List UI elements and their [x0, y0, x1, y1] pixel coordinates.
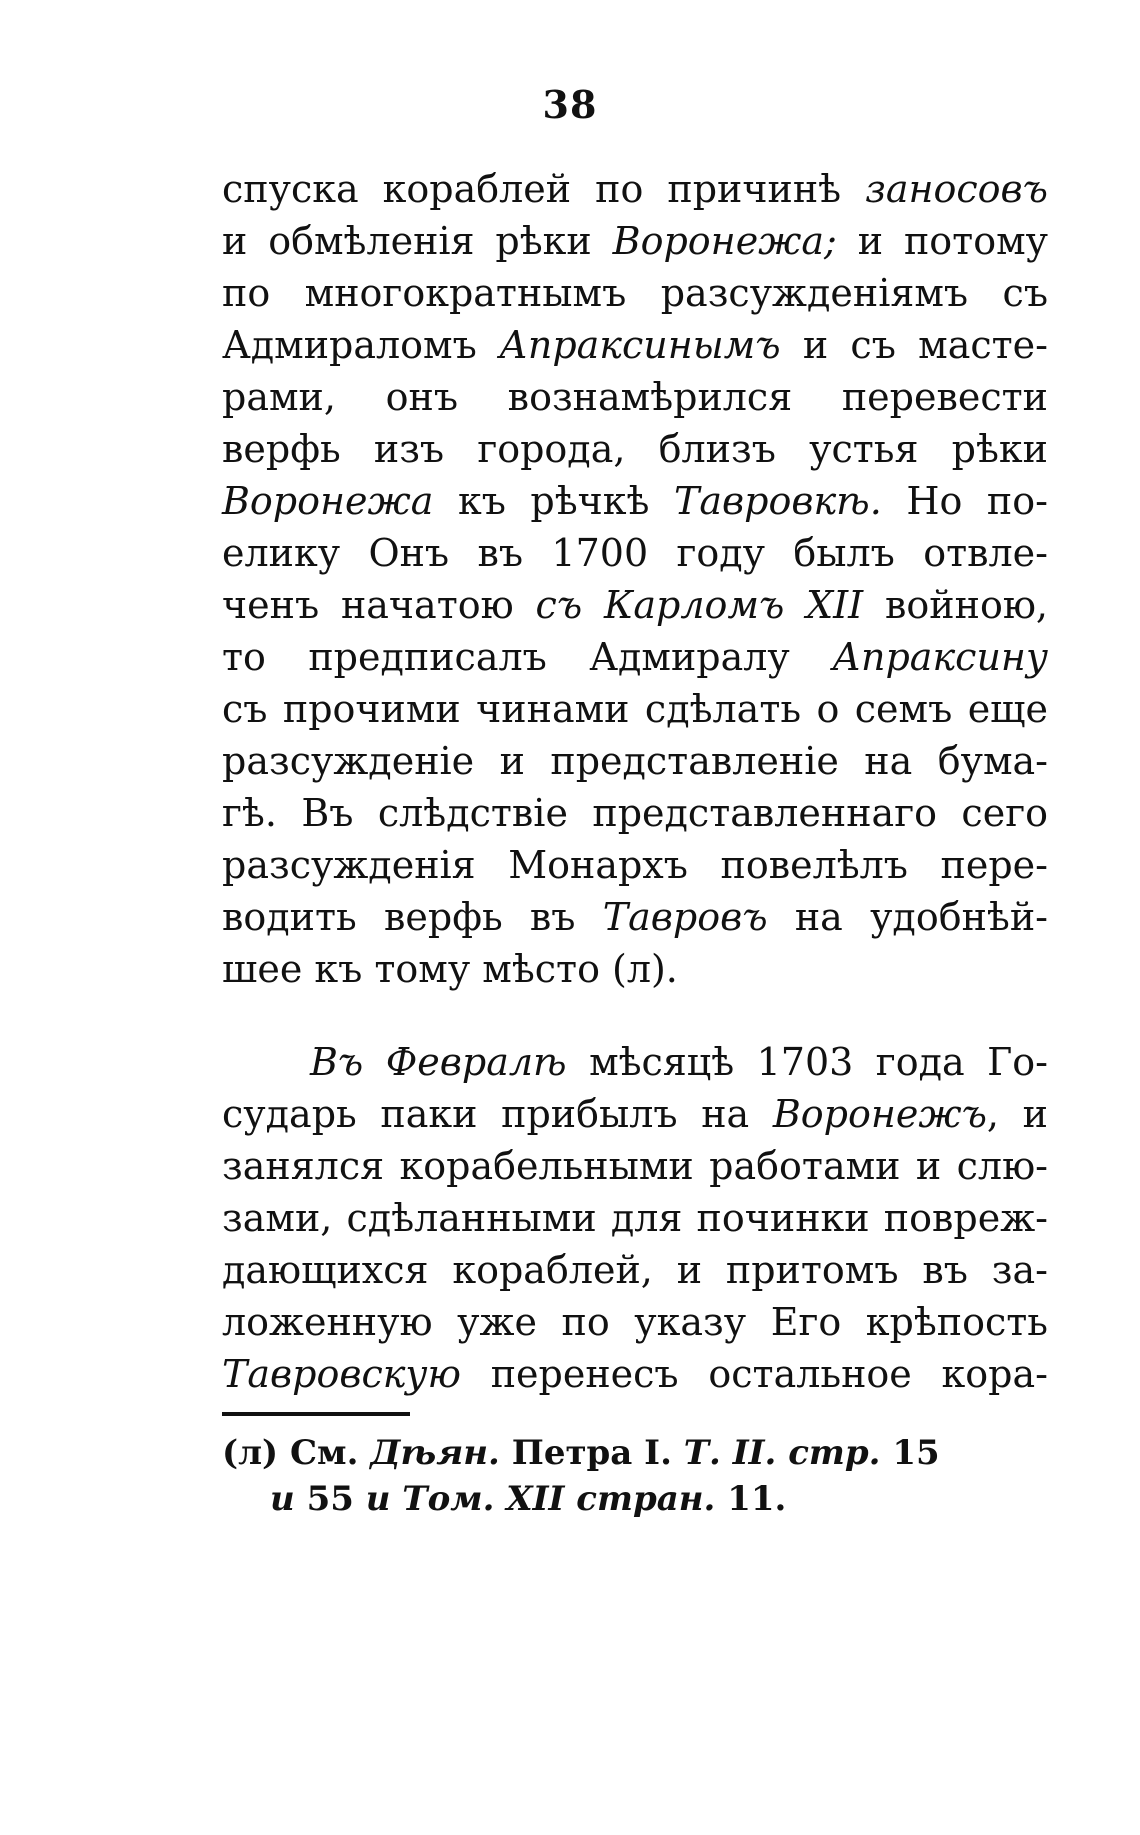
italic-text: Тавровъ [602, 895, 768, 939]
text-line [222, 163, 1048, 215]
footnote-text: 15 [880, 1433, 940, 1473]
footnote-line [222, 1430, 1048, 1476]
text-line [222, 423, 1048, 475]
text-line [222, 527, 1048, 579]
text: верфь изъ города, близъ устья рѣки [222, 427, 1048, 471]
text: елику Онъ въ 1700 году былъ отвле- [222, 531, 1048, 575]
text-line [222, 891, 1048, 943]
text: то предписалъ Адмиралу [222, 635, 833, 679]
text: , и [986, 1092, 1048, 1136]
text: по многократнымъ разсужденіямъ съ [222, 271, 1048, 315]
text: ченъ начатою [222, 583, 536, 627]
footnote-text: (л) См. [222, 1433, 371, 1473]
footnote-text: 11. [715, 1479, 787, 1519]
text: разсужденіе и представленіе на бума- [222, 739, 1048, 783]
text: къ рѣчкѣ [433, 479, 675, 523]
footnote-line [222, 1476, 1048, 1522]
text: съ прочими чинами сдѣлать о семъ еще [222, 687, 1048, 731]
text: и обмѣленія рѣки [222, 219, 613, 263]
text-line [222, 1036, 1048, 1088]
footnote-text: Петра I. [499, 1433, 684, 1473]
text: разсужденія Монархъ повелѣлъ пере- [222, 843, 1048, 887]
italic-text: Апраксину [832, 635, 1048, 679]
text-line [222, 475, 1048, 527]
footnote-italic-text: и [270, 1479, 295, 1519]
text: и съ масте- [780, 323, 1048, 367]
text: войною, [863, 583, 1048, 627]
text: перенесъ остальное кора- [460, 1352, 1048, 1396]
text: Но по- [881, 479, 1048, 523]
footnote-italic-text: Дѣян. [370, 1433, 500, 1473]
text-line [222, 215, 1048, 267]
text: водить верфь въ [222, 895, 603, 939]
italic-text: Апраксинымъ [499, 323, 781, 367]
page-number: 38 [542, 82, 598, 127]
text-line [222, 319, 1048, 371]
italic-text: Въ Февралѣ [310, 1040, 567, 1084]
text: мѣсяцѣ 1703 года Го- [566, 1040, 1049, 1084]
italic-text: заносовъ [865, 167, 1048, 211]
text-line [222, 1296, 1048, 1348]
text: зами, сдѣланными для починки повреж- [222, 1196, 1048, 1240]
text: занялся корабельными работами и слю- [222, 1144, 1048, 1188]
text-line [222, 631, 1048, 683]
text-line [222, 1140, 1048, 1192]
text: спуска кораблей по причинѣ [222, 167, 866, 211]
footnote-text: 55 [294, 1479, 366, 1519]
text-line [222, 735, 1048, 787]
italic-text: Тавровскую [222, 1352, 461, 1396]
text: Адмираломъ [222, 323, 500, 367]
text-line [222, 839, 1048, 891]
text-line [222, 1244, 1048, 1296]
footnote [222, 1430, 1048, 1522]
text-line [222, 1088, 1048, 1140]
footnote-italic-text: Т. II. стр. [683, 1433, 881, 1473]
text-line [222, 579, 1048, 631]
text-line [222, 943, 1048, 995]
italic-text: Воронежа [222, 479, 434, 523]
text-line [222, 371, 1048, 423]
text-line [222, 267, 1048, 319]
italic-text: Тавровкѣ. [674, 479, 882, 523]
text: и потому [836, 219, 1048, 263]
paragraph-2 [222, 1036, 1048, 1400]
text: сударь паки прибылъ на [222, 1092, 773, 1136]
text: ложенную уже по указу Его крѣпость [222, 1300, 1048, 1344]
paragraph-1 [222, 163, 1048, 995]
text: на удобнѣй- [767, 895, 1048, 939]
text: гѣ. Въ слѣдствіе представленнаго сего [222, 791, 1048, 835]
text-line [222, 787, 1048, 839]
footnote-divider [222, 1412, 410, 1416]
italic-text: Воронежа; [612, 219, 837, 263]
italic-text: съ Карломъ XII [535, 583, 864, 627]
text: рами, онъ вознамѣрился перевести [222, 375, 1048, 419]
italic-text: Воронежъ [772, 1092, 987, 1136]
text-line [222, 683, 1048, 735]
text-line [222, 1192, 1048, 1244]
footnote-italic-text: и Том. XII стран. [365, 1479, 716, 1519]
text: дающихся кораблей, и притомъ въ за- [222, 1248, 1048, 1292]
text: шее къ тому мѣсто (л). [222, 947, 678, 991]
text-line [222, 1348, 1048, 1400]
